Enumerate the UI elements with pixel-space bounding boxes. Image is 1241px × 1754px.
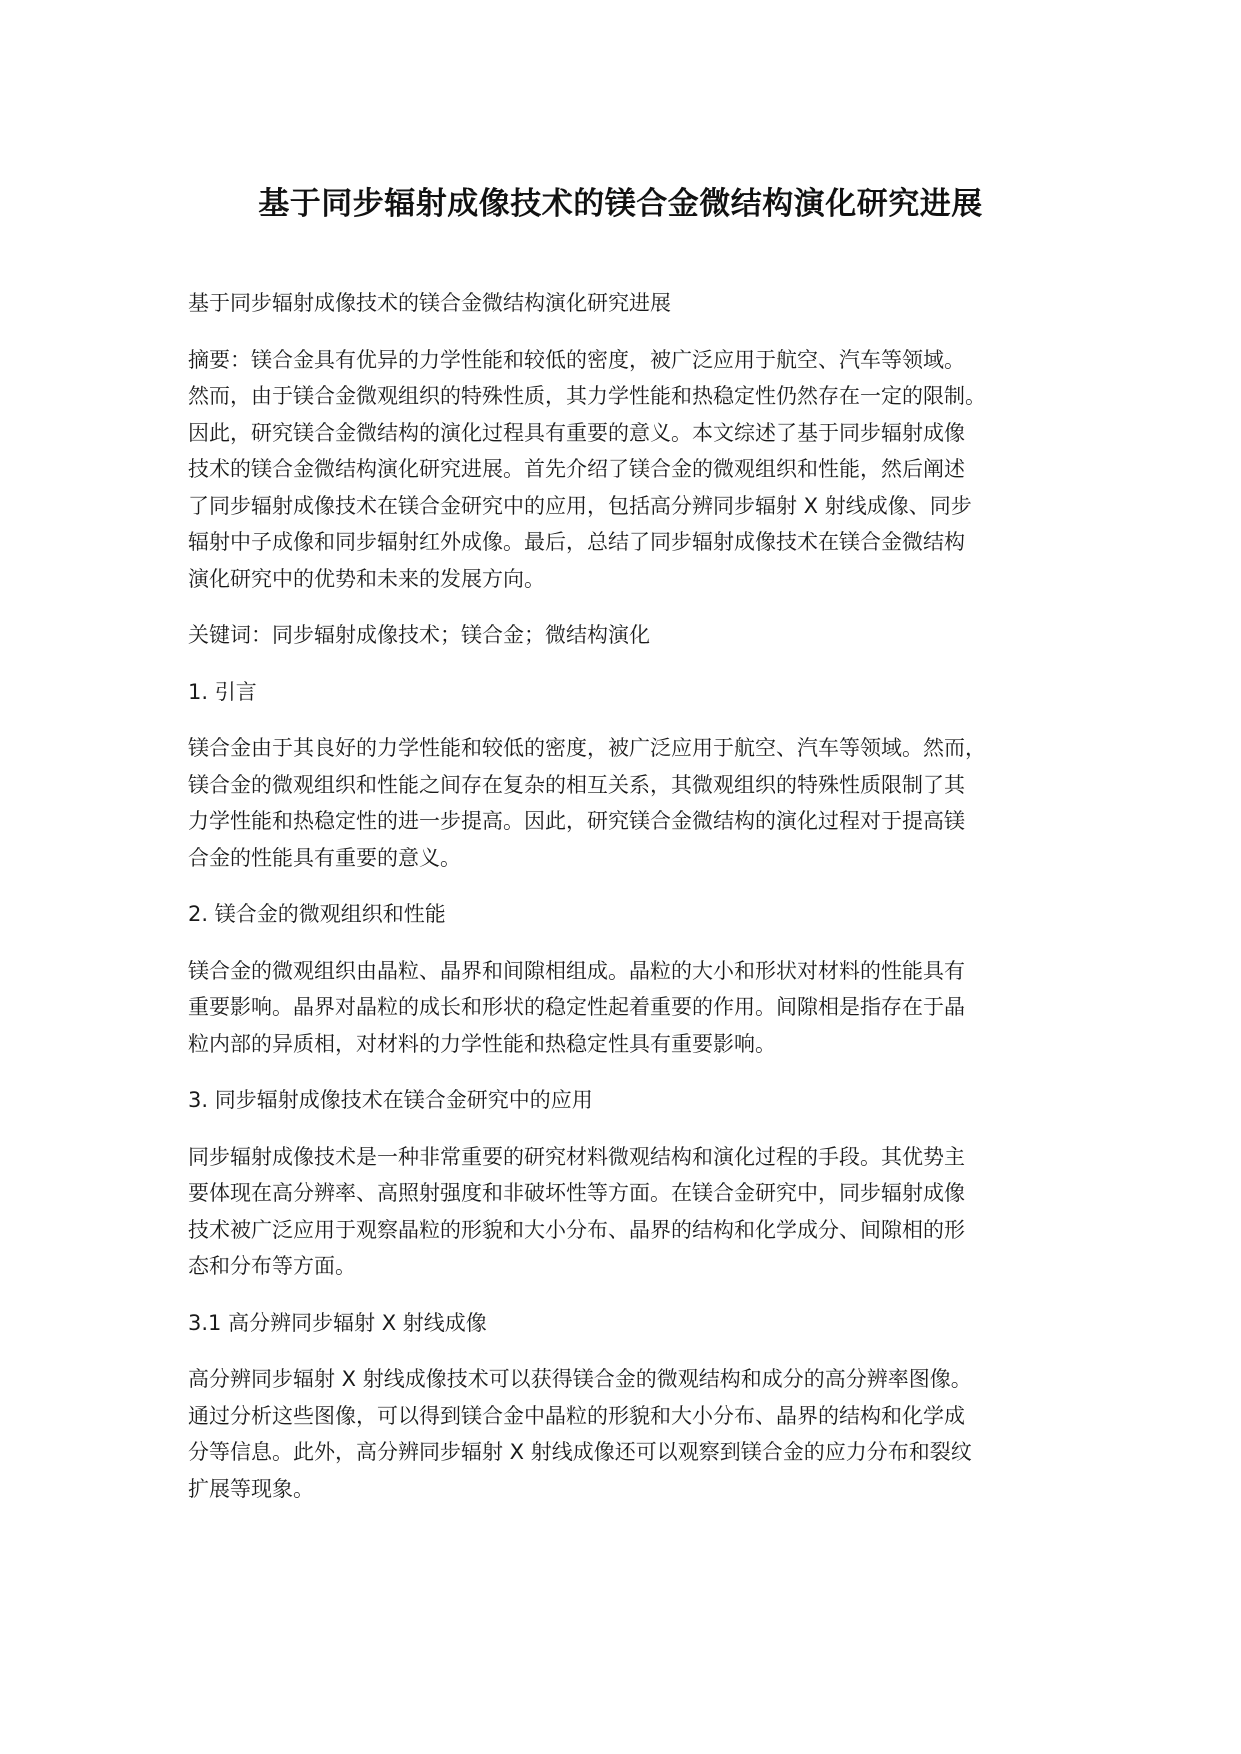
document-title: 基于同步辐射成像技术的镁合金微结构演化研究进展 [258,186,983,222]
section-heading-xray: 3.1 高分辨同步辐射 X 射线成像 [188,1310,487,1335]
section-heading-application: 3. 同步辐射成像技术在镁合金研究中的应用 [188,1088,593,1112]
section-heading-intro: 1. 引言 [188,679,257,704]
section-paragraph-xray: 高分辨同步辐射 X 射线成像技术可以获得镁合金的微观结构和成分的高分辨率图像。 通过分析这些图像，可以得到镁合金中晶粒的形貌和大小分布、晶界的结构和化学成 分等信息。此外，高分辨同步辐射 X 射线成像还可以观察到镁合金的应力分布和裂纹 扩展等现象。 [188,1367,972,1501]
section-paragraph-application: 同步辐射成像技术是一种非常重要的研究材料微观结构和演化过程的手段。其优势主 要体现在高分辨率、高照射强度和非破坏性等方面。在镁合金研究中，同步辐射成像 技术被广泛应用于观察晶粒的形貌和大小分布、晶界的结构和化学成分、间隙相的形 态和分布等方面。 [188,1144,965,1278]
subtitle: 基于同步辐射成像技术的镁合金微结构演化研究进展 [188,291,671,315]
section-heading-microstructure: 2. 镁合金的微观组织和性能 [188,902,446,926]
abstract-paragraph: 摘要：镁合金具有优异的力学性能和较低的密度，被广泛应用于航空、汽车等领域。 然而，由于镁合金微观组织的特殊性质，其力学性能和热稳定性仍然存在一定的限制。 因此，研究镁合金微结构的演化过程具有重要的意义。本文综述了基于同步辐射成像 技术的镁合金微结构演化研究进展。首先介绍了镁合金的微观组织和性能，然后阐述 了同步辐射成像技术在镁合金研究中的应用，包括高分辨同步辐射 X 射线成像、同步 辐射中子成像和同步辐射红外成像。最后，总结了同步辐射成像技术在镁合金微结构 演化研究中的优势和未来的发展方向。 [188,347,986,591]
section-paragraph-intro: 镁合金由于其良好的力学性能和较低的密度，被广泛应用于航空、汽车等领域。然而， 镁合金的微观组织和性能之间存在复杂的相互关系，其微观组织的特殊性质限制了其 力学性能和热稳定性的进一步提高。因此，研究镁合金微结构的演化过程对于提高镁 合金的性能具有重要的意义。 [188,736,986,870]
keywords-line: 关键词：同步辐射成像技术；镁合金；微结构演化 [188,623,650,647]
document-body [188,285,1068,1527]
section-paragraph-microstructure: 镁合金的微观组织由晶粒、晶界和间隙相组成。晶粒的大小和形状对材料的性能具有 重要影响。晶界对晶粒的成长和形状的稳定性起着重要的作用。间隙相是指存在于晶 粒内部的异质相，对材料的力学性能和热稳定性具有重要影响。 [188,958,965,1056]
